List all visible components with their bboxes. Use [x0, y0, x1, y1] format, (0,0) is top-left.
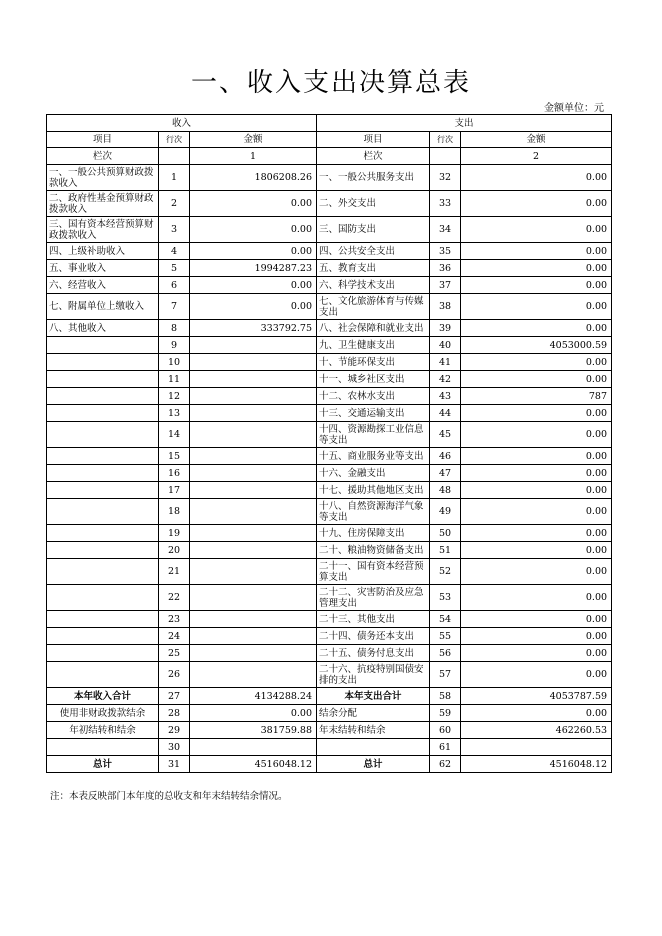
income-amount [190, 585, 317, 611]
expense-item: 十五、商业服务业等支出 [317, 448, 430, 465]
income-item [47, 482, 159, 499]
expense-amount: 4053787.59 [461, 688, 612, 705]
income-amount [190, 388, 317, 405]
table-row [47, 688, 612, 705]
expense-item: 二十四、债务还本支出 [317, 628, 430, 645]
expense-item: 十二、农林水支出 [317, 388, 430, 405]
expense-item: 十九、住房保障支出 [317, 525, 430, 542]
expense-item: 一、一般公共服务支出 [317, 165, 430, 191]
table-row [47, 628, 612, 645]
income-item: 一、一般公共预算财政拨款收入 [47, 165, 159, 191]
income-row-no: 30 [159, 739, 190, 756]
income-row-no: 3 [159, 217, 190, 243]
income-amount: 0.00 [190, 277, 317, 294]
income-item [47, 611, 159, 628]
expense-amount: 0.00 [461, 628, 612, 645]
income-row-no: 6 [159, 277, 190, 294]
table-row [47, 277, 612, 294]
expense-amount: 0.00 [461, 277, 612, 294]
income-item [47, 525, 159, 542]
income-row-no: 15 [159, 448, 190, 465]
income-item [47, 645, 159, 662]
income-amount [190, 371, 317, 388]
income-item [47, 585, 159, 611]
income-item-header: 项目 [47, 132, 159, 148]
expense-amount: 787 [461, 388, 612, 405]
income-item: 五、事业收入 [47, 260, 159, 277]
expense-amount: 0.00 [461, 611, 612, 628]
expense-item [317, 739, 430, 756]
income-row-no: 5 [159, 260, 190, 277]
income-item: 二、政府性基金预算财政拨款收入 [47, 191, 159, 217]
income-item [47, 499, 159, 525]
table-row [47, 705, 612, 722]
income-item [47, 542, 159, 559]
income-header: 收入 [47, 115, 317, 132]
table-row [47, 388, 612, 405]
income-row-no: 10 [159, 354, 190, 371]
table-row [47, 542, 612, 559]
expense-amount: 0.00 [461, 482, 612, 499]
income-item [47, 739, 159, 756]
income-row-no: 23 [159, 611, 190, 628]
expense-amount: 0.00 [461, 371, 612, 388]
income-row-no: 14 [159, 422, 190, 448]
table-row [47, 482, 612, 499]
footnote: 注：本表反映部门本年度的总收支和年末结转结余情况。 [50, 791, 288, 802]
expense-item: 年末结转和结余 [317, 722, 430, 739]
table-row [47, 739, 612, 756]
expense-item: 十三、交通运输支出 [317, 405, 430, 422]
expense-item: 二十、粮油物资储备支出 [317, 542, 430, 559]
table-row [47, 422, 612, 448]
expense-item: 二、外交支出 [317, 191, 430, 217]
expense-item: 十一、城乡社区支出 [317, 371, 430, 388]
expense-amount: 0.00 [461, 294, 612, 320]
table-row [47, 371, 612, 388]
income-amount [190, 559, 317, 585]
expense-row-no: 49 [430, 499, 461, 525]
income-row-no: 11 [159, 371, 190, 388]
income-item [47, 465, 159, 482]
expense-amount: 0.00 [461, 260, 612, 277]
income-row-no: 28 [159, 705, 190, 722]
expense-item: 三、国防支出 [317, 217, 430, 243]
expense-row-no: 45 [430, 422, 461, 448]
table-row [47, 260, 612, 277]
table-row [47, 243, 612, 260]
expense-amount: 0.00 [461, 585, 612, 611]
expense-row-no: 46 [430, 448, 461, 465]
expense-rowno-header: 行次 [430, 132, 461, 148]
income-amount: 0.00 [190, 705, 317, 722]
expense-row-no: 61 [430, 739, 461, 756]
expense-amount: 0.00 [461, 191, 612, 217]
income-item [47, 559, 159, 585]
table-row [47, 756, 612, 773]
table-row [47, 465, 612, 482]
income-column-no: 1 [190, 148, 317, 165]
expense-amount: 0.00 [461, 645, 612, 662]
income-item: 本年收入合计 [47, 688, 159, 705]
expense-amount: 0.00 [461, 448, 612, 465]
income-row-no: 9 [159, 337, 190, 354]
expense-row-no: 32 [430, 165, 461, 191]
expense-row-no: 34 [430, 217, 461, 243]
expense-amount: 0.00 [461, 217, 612, 243]
expense-item: 二十二、灾害防治及应急管理支出 [317, 585, 430, 611]
income-item: 使用非财政拨款结余 [47, 705, 159, 722]
expense-row-no: 33 [430, 191, 461, 217]
income-amount [190, 628, 317, 645]
income-item: 三、国有资本经营预算财政拨款收入 [47, 217, 159, 243]
expense-amount: 0.00 [461, 320, 612, 337]
table-row [47, 405, 612, 422]
table-row [47, 662, 612, 688]
income-row-no: 26 [159, 662, 190, 688]
expense-row-no: 53 [430, 585, 461, 611]
income-row-no: 7 [159, 294, 190, 320]
income-row-no: 2 [159, 191, 190, 217]
table-row [47, 191, 612, 217]
table-row [47, 165, 612, 191]
expense-amount: 0.00 [461, 499, 612, 525]
income-row-no: 1 [159, 165, 190, 191]
expense-row-no: 37 [430, 277, 461, 294]
expense-row-no: 36 [430, 260, 461, 277]
income-row-no: 18 [159, 499, 190, 525]
expense-column-no: 2 [461, 148, 612, 165]
income-amount [190, 482, 317, 499]
expense-row-no: 56 [430, 645, 461, 662]
income-item: 总计 [47, 756, 159, 773]
income-item [47, 662, 159, 688]
income-row-no: 19 [159, 525, 190, 542]
income-row-no: 16 [159, 465, 190, 482]
expense-item: 五、教育支出 [317, 260, 430, 277]
income-row-no: 25 [159, 645, 190, 662]
income-amount: 0.00 [190, 217, 317, 243]
income-item [47, 405, 159, 422]
table-row [47, 217, 612, 243]
expense-row-no: 50 [430, 525, 461, 542]
expense-amount-header: 金额 [461, 132, 612, 148]
expense-column-no-label: 栏次 [317, 148, 430, 165]
expense-row-no: 59 [430, 705, 461, 722]
expense-amount: 0.00 [461, 354, 612, 371]
income-amount: 0.00 [190, 294, 317, 320]
income-item: 七、附属单位上缴收入 [47, 294, 159, 320]
table-row [47, 448, 612, 465]
table-row [47, 645, 612, 662]
expense-amount [461, 739, 612, 756]
expense-amount: 4516048.12 [461, 756, 612, 773]
expense-amount: 0.00 [461, 662, 612, 688]
expense-item: 二十一、国有资本经营预算支出 [317, 559, 430, 585]
income-row-no: 8 [159, 320, 190, 337]
income-amount [190, 422, 317, 448]
income-amount [190, 499, 317, 525]
expense-row-no: 57 [430, 662, 461, 688]
income-item [47, 337, 159, 354]
income-amount: 4516048.12 [190, 756, 317, 773]
expense-amount: 0.00 [461, 542, 612, 559]
income-amount [190, 465, 317, 482]
table-row [47, 611, 612, 628]
income-item: 四、上级补助收入 [47, 243, 159, 260]
expense-row-no: 62 [430, 756, 461, 773]
expense-amount: 0.00 [461, 559, 612, 585]
income-row-no: 20 [159, 542, 190, 559]
expense-amount: 0.00 [461, 405, 612, 422]
expense-row-no: 41 [430, 354, 461, 371]
expense-item: 十六、金融支出 [317, 465, 430, 482]
expense-amount: 0.00 [461, 525, 612, 542]
expense-header: 支出 [317, 115, 612, 132]
expense-item: 十四、资源勘探工业信息等支出 [317, 422, 430, 448]
income-item [47, 354, 159, 371]
expense-item: 十八、自然资源海洋气象等支出 [317, 499, 430, 525]
income-row-no: 4 [159, 243, 190, 260]
expense-item: 九、卫生健康支出 [317, 337, 430, 354]
expense-item: 二十五、债务付息支出 [317, 645, 430, 662]
expense-row-no: 48 [430, 482, 461, 499]
expense-row-no: 35 [430, 243, 461, 260]
table-row [47, 320, 612, 337]
table-row [47, 337, 612, 354]
expense-item: 十、节能环保支出 [317, 354, 430, 371]
expense-amount: 4053000.59 [461, 337, 612, 354]
expense-amount: 0.00 [461, 465, 612, 482]
income-amount: 333792.75 [190, 320, 317, 337]
income-amount [190, 645, 317, 662]
income-rowno-header: 行次 [159, 132, 190, 148]
expense-item: 二十六、抗疫特别国债安排的支出 [317, 662, 430, 688]
expense-item: 本年支出合计 [317, 688, 430, 705]
expense-row-no: 52 [430, 559, 461, 585]
expense-item: 总计 [317, 756, 430, 773]
income-row-no: 12 [159, 388, 190, 405]
table-row [47, 499, 612, 525]
income-item [47, 448, 159, 465]
table-row [47, 354, 612, 371]
expense-item: 六、科学技术支出 [317, 277, 430, 294]
expense-amount: 0.00 [461, 165, 612, 191]
expense-row-no: 55 [430, 628, 461, 645]
income-amount: 381759.88 [190, 722, 317, 739]
income-amount [190, 542, 317, 559]
income-item: 六、经营收入 [47, 277, 159, 294]
expense-row-no: 47 [430, 465, 461, 482]
income-amount-header: 金额 [190, 132, 317, 148]
table-row [47, 559, 612, 585]
income-amount: 0.00 [190, 243, 317, 260]
table-row [47, 585, 612, 611]
income-amount [190, 525, 317, 542]
income-amount: 1806208.26 [190, 165, 317, 191]
expense-amount: 0.00 [461, 243, 612, 260]
expense-amount: 0.00 [461, 705, 612, 722]
income-amount [190, 448, 317, 465]
income-row-no: 21 [159, 559, 190, 585]
expense-row-no: 54 [430, 611, 461, 628]
income-row-no: 24 [159, 628, 190, 645]
income-item [47, 371, 159, 388]
income-column-no-label: 栏次 [47, 148, 159, 165]
income-amount [190, 337, 317, 354]
expense-item: 结余分配 [317, 705, 430, 722]
income-item: 八、其他收入 [47, 320, 159, 337]
expense-item: 十七、援助其他地区支出 [317, 482, 430, 499]
expense-row-no: 44 [430, 405, 461, 422]
expense-row-no: 51 [430, 542, 461, 559]
expense-amount: 0.00 [461, 422, 612, 448]
income-amount: 1994287.23 [190, 260, 317, 277]
income-row-no: 22 [159, 585, 190, 611]
income-amount: 0.00 [190, 191, 317, 217]
income-item: 年初结转和结余 [47, 722, 159, 739]
income-row-no: 31 [159, 756, 190, 773]
expense-row-no: 42 [430, 371, 461, 388]
table-row [47, 294, 612, 320]
expense-row-no: 39 [430, 320, 461, 337]
expense-row-no: 58 [430, 688, 461, 705]
expense-item: 二十三、其他支出 [317, 611, 430, 628]
expense-row-no: 60 [430, 722, 461, 739]
income-item [47, 388, 159, 405]
expense-row-no: 40 [430, 337, 461, 354]
income-amount [190, 611, 317, 628]
income-item [47, 422, 159, 448]
table-row [47, 722, 612, 739]
income-row-no: 13 [159, 405, 190, 422]
income-row-no: 17 [159, 482, 190, 499]
income-row-no: 27 [159, 688, 190, 705]
unit-label: 金额单位：元 [544, 103, 604, 114]
expense-row-no: 43 [430, 388, 461, 405]
income-amount [190, 405, 317, 422]
expense-item: 八、社会保障和就业支出 [317, 320, 430, 337]
expense-amount: 462260.53 [461, 722, 612, 739]
empty-cell [159, 148, 190, 165]
table-row [47, 525, 612, 542]
empty-cell [430, 148, 461, 165]
expense-item-header: 项目 [317, 132, 430, 148]
income-amount [190, 662, 317, 688]
income-amount [190, 739, 317, 756]
income-amount: 4134288.24 [190, 688, 317, 705]
expense-item: 四、公共安全支出 [317, 243, 430, 260]
expense-item: 七、文化旅游体育与传媒支出 [317, 294, 430, 320]
page-title: 一、收入支出决算总表 [190, 68, 471, 98]
expense-row-no: 38 [430, 294, 461, 320]
summary-table [46, 114, 612, 773]
income-amount [190, 354, 317, 371]
income-row-no: 29 [159, 722, 190, 739]
income-item [47, 628, 159, 645]
